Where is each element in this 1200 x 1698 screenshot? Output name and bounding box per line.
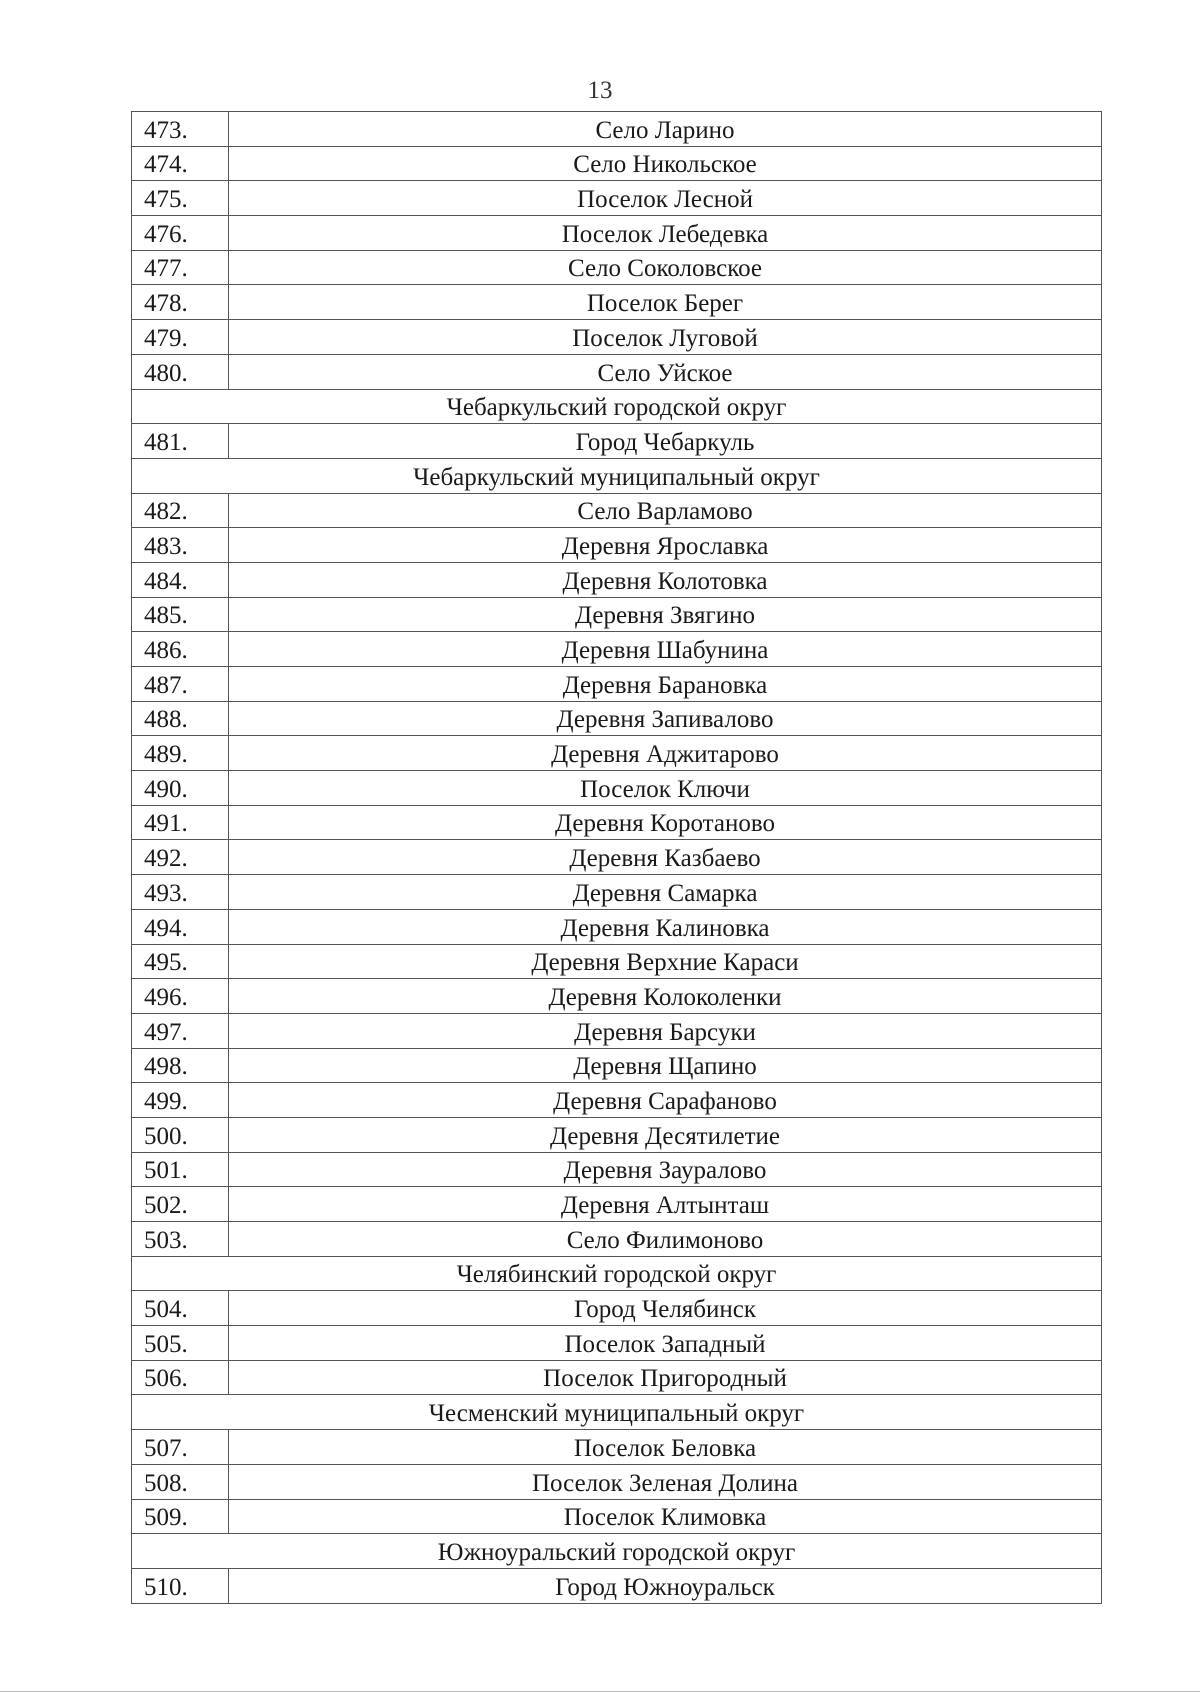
table-row: [132, 181, 1102, 216]
section-header-row: [132, 458, 1102, 493]
row-number: 490.: [132, 771, 229, 806]
row-number: 506.: [132, 1360, 229, 1395]
table-row: [132, 1499, 1102, 1534]
settlement-name: Деревня Ярославка: [229, 528, 1102, 563]
settlement-name: Деревня Щапино: [229, 1048, 1102, 1083]
row-number: 495.: [132, 944, 229, 979]
row-number: 475.: [132, 181, 229, 216]
table-row: [132, 320, 1102, 355]
settlement-name: Деревня Верхние Караси: [229, 944, 1102, 979]
settlement-name: Город Южноуральск: [229, 1568, 1102, 1603]
settlement-name: Поселок Климовка: [229, 1499, 1102, 1534]
table-row: [132, 701, 1102, 736]
settlement-name: Поселок Западный: [229, 1326, 1102, 1361]
settlement-name: Деревня Самарка: [229, 875, 1102, 910]
settlement-name: Деревня Казбаево: [229, 840, 1102, 875]
settlement-name: Деревня Колотовка: [229, 562, 1102, 597]
settlement-name: Город Чебаркуль: [229, 424, 1102, 459]
table-row: [132, 979, 1102, 1014]
row-number: 508.: [132, 1464, 229, 1499]
settlement-name: Село Филимоново: [229, 1222, 1102, 1257]
table-row: [132, 493, 1102, 528]
settlement-name: Село Ларино: [229, 112, 1102, 147]
settlement-name: Село Варламово: [229, 493, 1102, 528]
table-row: [132, 528, 1102, 563]
settlement-name: Село Уйское: [229, 354, 1102, 389]
table-row: [132, 1464, 1102, 1499]
row-number: 505.: [132, 1326, 229, 1361]
row-number: 497.: [132, 1013, 229, 1048]
row-number: 510.: [132, 1568, 229, 1603]
settlement-name: Поселок Лебедевка: [229, 216, 1102, 251]
table-row: [132, 562, 1102, 597]
settlement-name: Поселок Беловка: [229, 1430, 1102, 1465]
row-number: 498.: [132, 1048, 229, 1083]
table-row: [132, 597, 1102, 632]
table-row: [132, 805, 1102, 840]
table-row: [132, 1117, 1102, 1152]
settlement-name: Деревня Зауралово: [229, 1152, 1102, 1187]
settlement-name: Город Челябинск: [229, 1291, 1102, 1326]
row-number: 478.: [132, 285, 229, 320]
row-number: 480.: [132, 354, 229, 389]
settlement-name: Деревня Колоколенки: [229, 979, 1102, 1014]
settlement-name: Поселок Берег: [229, 285, 1102, 320]
settlement-name: Поселок Зеленая Долина: [229, 1464, 1102, 1499]
row-number: 474.: [132, 146, 229, 181]
table-row: [132, 354, 1102, 389]
row-number: 486.: [132, 632, 229, 667]
table-row: [132, 944, 1102, 979]
row-number: 499.: [132, 1083, 229, 1118]
row-number: 488.: [132, 701, 229, 736]
row-number: 489.: [132, 736, 229, 771]
settlement-name: Поселок Ключи: [229, 771, 1102, 806]
table-row: [132, 146, 1102, 181]
row-number: 500.: [132, 1117, 229, 1152]
table-row: [132, 632, 1102, 667]
table-row: [132, 1222, 1102, 1257]
section-title: Чебаркульский городской округ: [132, 389, 1102, 424]
settlement-name: Село Никольское: [229, 146, 1102, 181]
row-number: 491.: [132, 805, 229, 840]
settlement-name: Деревня Калиновка: [229, 909, 1102, 944]
row-number: 494.: [132, 909, 229, 944]
section-header-row: [132, 1534, 1102, 1569]
settlement-name: Деревня Шабунина: [229, 632, 1102, 667]
row-number: 485.: [132, 597, 229, 632]
settlement-name: Деревня Сарафаново: [229, 1083, 1102, 1118]
table-row: [132, 1430, 1102, 1465]
table-row: [132, 736, 1102, 771]
table-row: [132, 771, 1102, 806]
row-number: 493.: [132, 875, 229, 910]
table-row: [132, 216, 1102, 251]
row-number: 507.: [132, 1430, 229, 1465]
settlement-name: Деревня Коротаново: [229, 805, 1102, 840]
row-number: 509.: [132, 1499, 229, 1534]
table-row: [132, 1187, 1102, 1222]
row-number: 502.: [132, 1187, 229, 1222]
settlement-name: Деревня Барсуки: [229, 1013, 1102, 1048]
section-header-row: [132, 1395, 1102, 1430]
table-row: [132, 875, 1102, 910]
table-row: [132, 1360, 1102, 1395]
section-title: Чебаркульский муниципальный округ: [132, 458, 1102, 493]
settlement-name: Деревня Алтынташ: [229, 1187, 1102, 1222]
settlement-name: Село Соколовское: [229, 250, 1102, 285]
table-row: [132, 250, 1102, 285]
table-row: [132, 909, 1102, 944]
settlements-table: [131, 111, 1102, 1604]
settlement-name: Деревня Звягино: [229, 597, 1102, 632]
row-number: 481.: [132, 424, 229, 459]
table-row: [132, 112, 1102, 147]
table-row: [132, 1013, 1102, 1048]
row-number: 482.: [132, 493, 229, 528]
row-number: 473.: [132, 112, 229, 147]
section-title: Челябинский городской округ: [132, 1256, 1102, 1291]
page-bottom-edge: [0, 1691, 1200, 1692]
row-number: 492.: [132, 840, 229, 875]
page-number: 13: [587, 77, 613, 104]
row-number: 504.: [132, 1291, 229, 1326]
row-number: 477.: [132, 250, 229, 285]
table-row: [132, 667, 1102, 702]
row-number: 503.: [132, 1222, 229, 1257]
settlement-name: Поселок Лесной: [229, 181, 1102, 216]
table-row: [132, 1152, 1102, 1187]
section-header-row: [132, 389, 1102, 424]
row-number: 479.: [132, 320, 229, 355]
settlement-name: Поселок Луговой: [229, 320, 1102, 355]
row-number: 496.: [132, 979, 229, 1014]
table-row: [132, 1291, 1102, 1326]
row-number: 501.: [132, 1152, 229, 1187]
settlement-name: Поселок Пригородный: [229, 1360, 1102, 1395]
table-row: [132, 840, 1102, 875]
section-header-row: [132, 1256, 1102, 1291]
settlement-name: Деревня Аджитарово: [229, 736, 1102, 771]
settlement-name: Деревня Запивалово: [229, 701, 1102, 736]
settlement-name: Деревня Барановка: [229, 667, 1102, 702]
table-row: [132, 1326, 1102, 1361]
table-row: [132, 1568, 1102, 1603]
table-body: [132, 112, 1102, 1604]
row-number: 487.: [132, 667, 229, 702]
section-title: Южноуральский городской округ: [132, 1534, 1102, 1569]
row-number: 484.: [132, 562, 229, 597]
table-row: [132, 285, 1102, 320]
section-title: Чесменский муниципальный округ: [132, 1395, 1102, 1430]
row-number: 483.: [132, 528, 229, 563]
table-row: [132, 1083, 1102, 1118]
table-row: [132, 424, 1102, 459]
settlement-name: Деревня Десятилетие: [229, 1117, 1102, 1152]
row-number: 476.: [132, 216, 229, 251]
table-row: [132, 1048, 1102, 1083]
